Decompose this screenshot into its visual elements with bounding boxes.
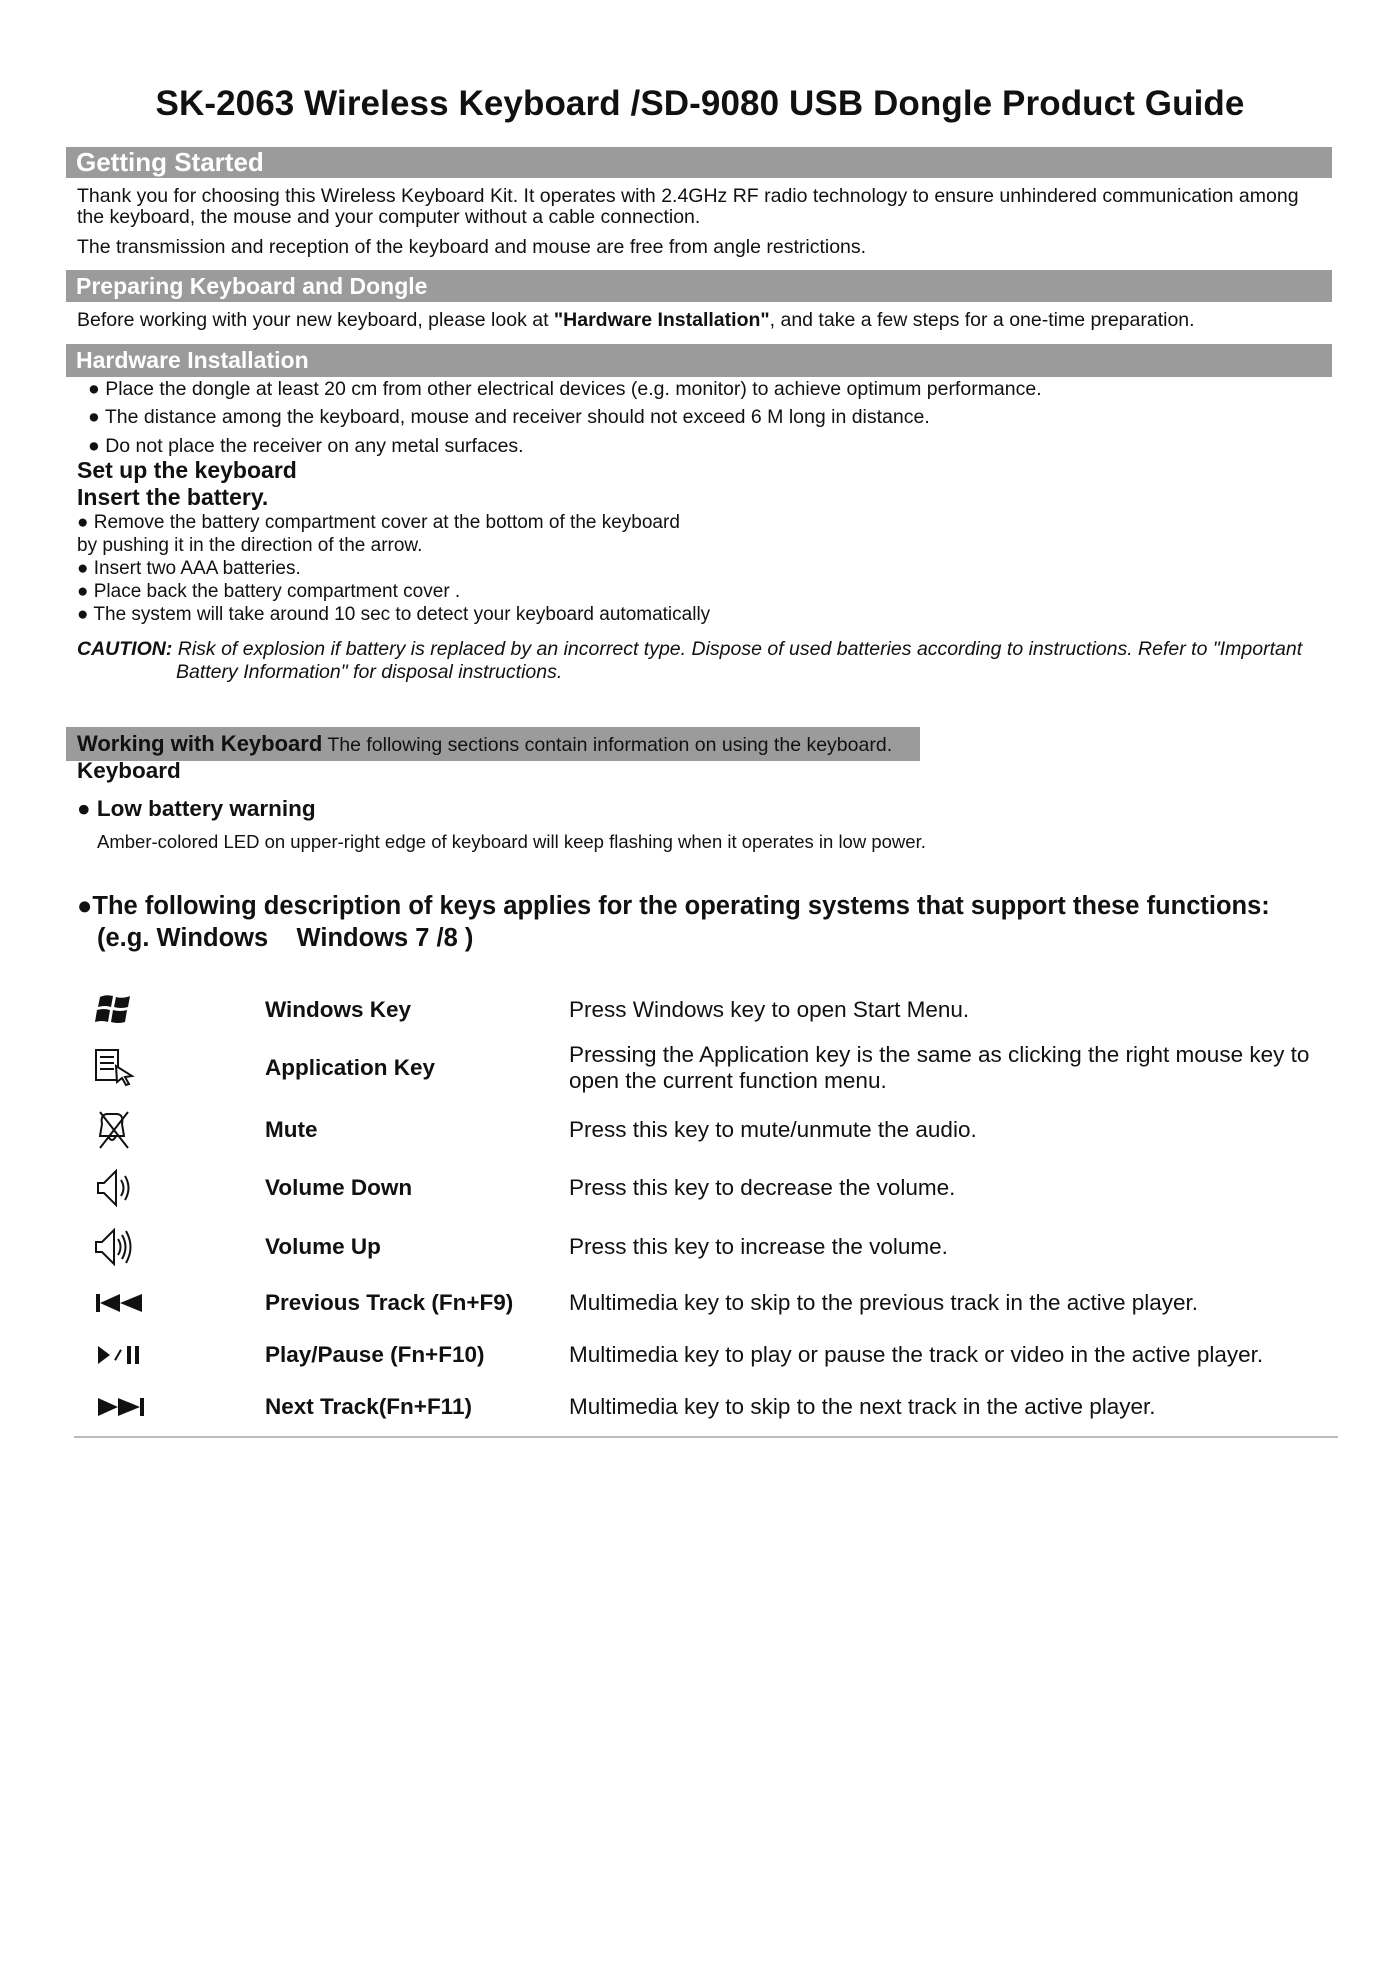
key-description: Pressing the Application key is the same as clicking the right mouse key to open the current function menu. xyxy=(569,1042,1310,1093)
working-heading: Working with Keyboard xyxy=(77,731,323,756)
setup-step: ● The system will take around 10 sec to detect your keyboard automatically xyxy=(77,604,711,625)
key-description: Multimedia key to skip to the previous track in the active player. xyxy=(569,1290,1199,1315)
key-row-volume-down xyxy=(74,1159,1338,1217)
key-name: Mute xyxy=(265,1117,318,1142)
previous-track-icon xyxy=(74,1277,265,1329)
play-pause-icon xyxy=(74,1329,265,1381)
hardware-bullet: ● Do not place the receiver on any metal surfaces. xyxy=(88,435,524,457)
key-description: Multimedia key to play or pause the track or video in the active player. xyxy=(569,1342,1264,1367)
volume-down-icon xyxy=(74,1159,265,1217)
page-title: SK-2063 Wireless Keyboard /SD-9080 USB Dongle Product Guide xyxy=(155,84,1245,123)
key-description: Press Windows key to open Start Menu. xyxy=(569,997,970,1022)
getting-started-text-line1: Thank you for choosing this Wireless Keyboard Kit. It operates with 2.4GHz RF radio technology to ensure unhindered communication among xyxy=(77,185,1299,207)
volume-up-icon xyxy=(74,1217,265,1277)
key-row-volume-up xyxy=(74,1217,1338,1277)
key-row-windows xyxy=(74,985,1338,1035)
key-name: Volume Down xyxy=(265,1175,413,1200)
key-name: Windows Key xyxy=(265,997,412,1022)
key-name: Volume Up xyxy=(265,1234,381,1259)
hardware-bullet: ● Place the dongle at least 20 cm from other electrical devices (e.g. monitor) to achieve optimum performance. xyxy=(88,378,1042,400)
key-description: Press this key to decrease the volume. xyxy=(569,1175,956,1200)
windows-icon xyxy=(74,985,265,1035)
key-functions-heading: ●The following description of keys applies for the operating systems that support these functions: (e.g. Windows Windows 7 /8 ) xyxy=(77,892,1270,952)
key-row-previous-track xyxy=(74,1277,1338,1329)
section-header-hardware: Hardware Installation xyxy=(66,344,1332,377)
low-battery-description: Amber-colored LED on upper-right edge of keyboard will keep flashing when it operates in low power. xyxy=(97,831,926,852)
application-menu-icon xyxy=(74,1035,265,1101)
key-description: Press this key to mute/unmute the audio. xyxy=(569,1117,977,1142)
key-row-play-pause xyxy=(74,1329,1338,1381)
getting-started-text-line2: the keyboard, the mouse and your computer without a cable connection. xyxy=(77,206,701,228)
key-name: Previous Track (Fn+F9) xyxy=(265,1290,514,1315)
caution-label: CAUTION: xyxy=(77,638,173,660)
setup-step: by pushing it in the direction of the arrow. xyxy=(77,535,423,556)
mute-icon xyxy=(74,1101,265,1159)
setup-step: ● Insert two AAA batteries. xyxy=(77,558,301,579)
section-header-getting-started: Getting Started xyxy=(66,147,1332,178)
low-battery-heading: ● Low battery warning xyxy=(77,796,316,821)
hardware-installation-reference: "Hardware Installation" xyxy=(553,309,770,331)
key-description: Press this key to increase the volume. xyxy=(569,1234,948,1259)
table-bottom-rule xyxy=(74,1436,1338,1438)
getting-started-text-2: The transmission and reception of the keyboard and mouse are free from angle restrictions. xyxy=(77,236,867,258)
key-row-next-track xyxy=(74,1381,1338,1433)
setup-heading: Set up the keyboard xyxy=(77,457,297,483)
caution-text-line1: CAUTION: Risk of explosion if battery is replaced by an incorrect type. Dispose of used batteries according to instructions. Refer to "Important xyxy=(77,638,1303,660)
key-name: Next Track(Fn+F11) xyxy=(265,1394,472,1419)
working-header: Working with Keyboard The following sections contain information on using the keyboard. xyxy=(77,731,893,756)
setup-step: ● Remove the battery compartment cover at the bottom of the keyboard xyxy=(77,512,680,533)
key-row-application xyxy=(74,1035,1338,1101)
hardware-bullet: ● The distance among the keyboard, mouse and receiver should not exceed 6 M long in distance. xyxy=(88,406,930,428)
key-row-mute xyxy=(74,1101,1338,1159)
working-description: The following sections contain information on using the keyboard xyxy=(322,734,887,756)
insert-battery-heading: Insert the battery. xyxy=(77,484,269,510)
caution-text-line2: Battery Information" for disposal instructions. xyxy=(176,661,563,683)
setup-step: ● Place back the battery compartment cover . xyxy=(77,581,461,602)
key-name: Play/Pause (Fn+F10) xyxy=(265,1342,485,1367)
key-functions-table xyxy=(74,985,1338,1433)
next-track-icon xyxy=(74,1381,265,1433)
key-name: Application Key xyxy=(265,1055,436,1080)
section-header-preparing: Preparing Keyboard and Dongle xyxy=(66,270,1332,302)
keyboard-subheading: Keyboard xyxy=(77,758,181,783)
preparing-text: Before working with your new keyboard, please look at "Hardware Installation", and take a few steps for a one-time preparation. xyxy=(77,309,1195,331)
key-description: Multimedia key to skip to the next track in the active player. xyxy=(569,1394,1156,1419)
